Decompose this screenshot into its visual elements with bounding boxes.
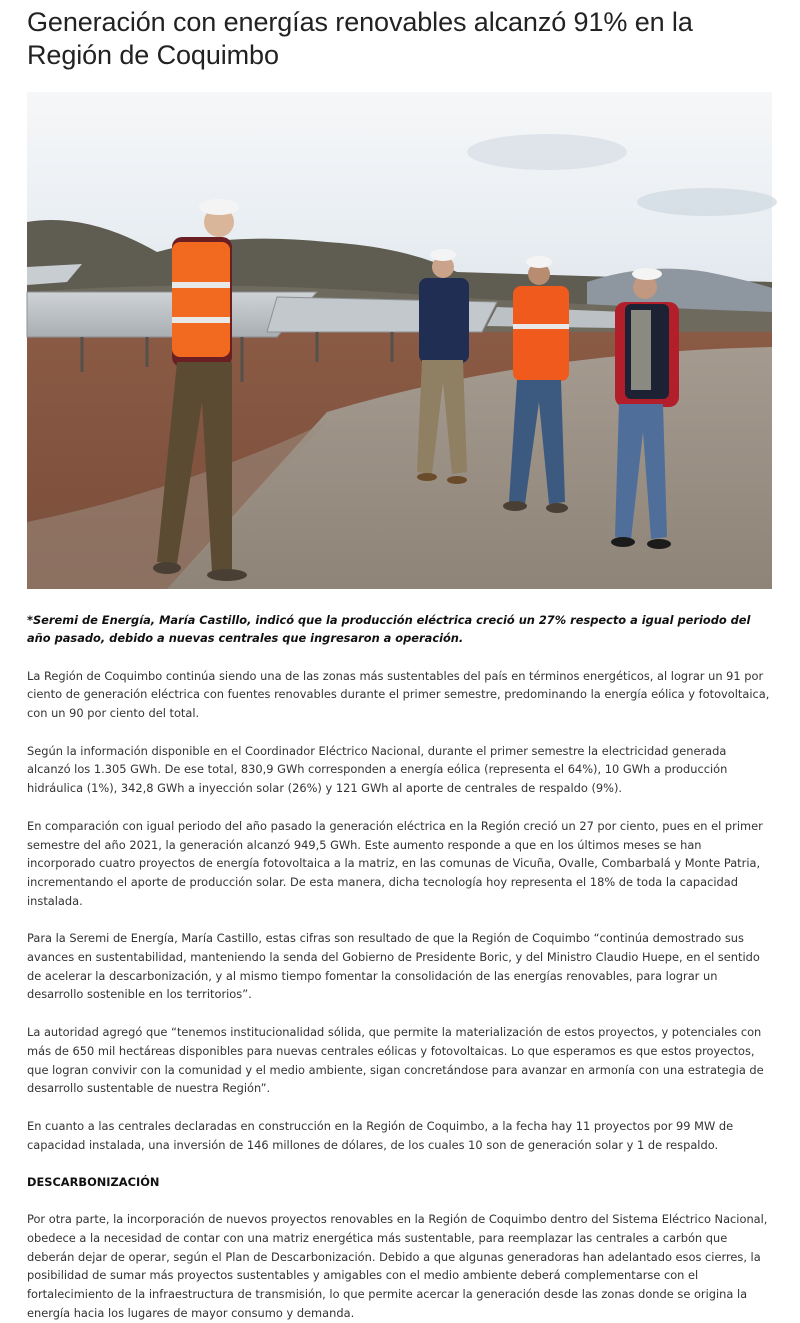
article-paragraph: En cuanto a las centrales declaradas en construcción en la Región de Coquimbo, a la fecha hay 11 proyectos por 99 MW de capacidad instalada, una inversión de 146 millones de dólares, de los cuales 10 son de generación solar y 1 de respaldo. xyxy=(27,1118,734,1152)
article-paragraph: En comparación con igual periodo del año pasado la generación eléctrica en la Región creció un 27 por ciento, pues en el primer semestre del año 2021, la generación alcanzó 949,5 GWh. Este aumento responde a que en los últimos meses se han incorporado cuatro proyectos de energía fotovoltaica a la matriz, en las comunas de Vicuña, Ovalle, Combarbalá y Monte Patria, incrementando el aporte de producción solar. De esta manera, dicha tecnología hoy representa el 18% de toda la capacidad instalada. xyxy=(27,818,763,908)
section-heading: DESCARBONIZACIÓN xyxy=(27,1175,160,1190)
article-photo xyxy=(27,92,772,589)
article-paragraph: Para la Seremi de Energía, María Castillo, estas cifras son resultado de que la Región de Coquimbo “continúa demostrado sus avances en sustentabilidad, manteniendo la senda del Gobierno de Presidente Boric, y del Ministro Claudio Huepe, en el sentido de acelerar la descarbonización, y al mismo tiempo fomentar la consolidación de las energías renovables, para lograr un desarrollo sostenible en los territorios”. xyxy=(27,931,760,1002)
article-paragraph: La autoridad agregó que “tenemos institucionalidad sólida, que permite la materialización de estos proyectos, y potenciales con más de 650 mil hectáreas disponibles para nuevas centrales eólicas y fotovoltaicas. Lo que esperamos es que estos proyectos, que logran convivir con la comunidad y el medio ambiente, sigan concretándose para avanzar en armonía con una estrategia de desarrollo sustentable de nuestra Región”. xyxy=(27,1025,764,1096)
article-title: Generación con energías renovables alcanzó 91% en la Región de Coquimbo xyxy=(27,7,693,70)
article-paragraph: Por otra parte, la incorporación de nuevos proyectos renovables en la Región de Coquimbo dentro del Sistema Eléctrico Nacional, obedece a la necesidad de contar con una matriz energética más sustentable, para reemplazar las centrales a carbón que deberán dejar de operar, según el Plan de Descarbonización. Debido a que algunas generadoras han adelantado esos cierres, la posibilidad de sumar más proyectos sustentables y amigables con el medio ambiente deberá complementarse con el fortalecimiento de la infraestructura de transmisión, lo que permite acercar la generación desde las zonas donde se origina la energía hacia los lugares de mayor consumo y demanda. xyxy=(27,1212,768,1320)
article-paragraph: La Región de Coquimbo continúa siendo una de las zonas más sustentables del país en términos energéticos, al lograr un 91 por ciento de generación eléctrica con fuentes renovables durante el primer semestre, predominando la energía eólica y fotovoltaica, con un 90 por ciento del total. xyxy=(27,668,770,720)
article-paragraph: Según la información disponible en el Coordinador Eléctrico Nacional, durante el primer semestre la electricidad generada alcanzó los 1.305 GWh. De ese total, 830,9 GWh corresponden a energía eólica (representa el 64%), 10 GWh a producción hidráulica (1%), 342,8 GWh a inyección solar (26%) y 121 GWh al aporte de centrales de respaldo (9%). xyxy=(27,743,728,796)
photo-caption: *Seremi de Energía, María Castillo, indicó que la producción eléctrica creció un 27% respecto a igual periodo del año pasado, debido a nuevas centrales que ingresaron a operación. xyxy=(27,613,751,646)
photo-icon xyxy=(27,92,772,589)
